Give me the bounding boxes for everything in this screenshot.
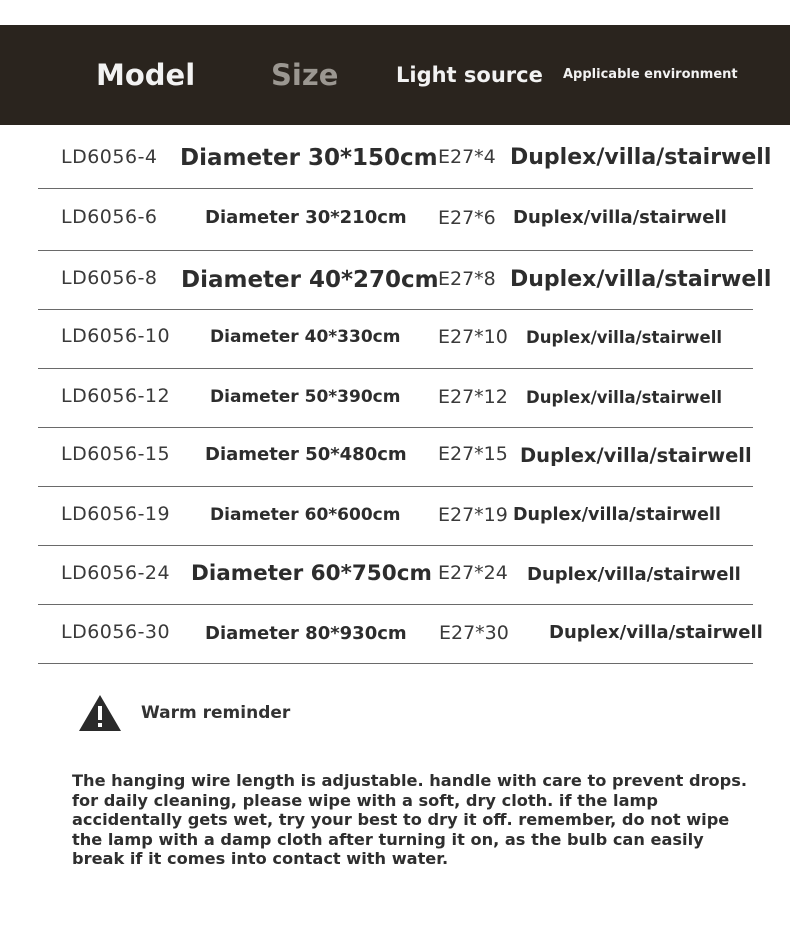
model-cell: LD6056-24	[61, 562, 171, 584]
row-divider	[38, 250, 753, 251]
header-environment: Applicable environment	[563, 67, 738, 82]
bulb-cell: E27*24	[438, 562, 508, 584]
row-divider	[38, 663, 753, 664]
row-divider	[38, 368, 753, 369]
model-cell: LD6056-15	[61, 443, 171, 465]
size-cell: Diameter 30*210cm	[205, 207, 407, 228]
row-divider	[38, 188, 753, 189]
environment-cell: Duplex/villa/stairwell	[526, 388, 723, 407]
warning-triangle-icon	[78, 694, 122, 732]
header-light-source: Light source	[396, 63, 543, 87]
size-cell: Diameter 60*750cm	[191, 561, 432, 586]
model-cell: LD6056-4	[61, 146, 158, 168]
care-notice: The hanging wire length is adjustable. handle with care to prevent drops. for daily cleaning, please wipe with a soft, dry cloth. if the lamp accidentally gets wet, try your best to dry it off. remember, do not wipe the lamp with a damp cloth after turning it on, as the bulb can easily break if it comes into contact with water.	[72, 771, 748, 869]
table-header	[0, 25, 790, 125]
size-cell: Diameter 80*930cm	[205, 623, 407, 644]
size-cell: Diameter 50*390cm	[210, 387, 401, 407]
bulb-cell: E27*6	[438, 207, 496, 229]
bulb-cell: E27*15	[438, 443, 508, 465]
bulb-cell: E27*12	[438, 386, 508, 408]
environment-cell: Duplex/villa/stairwell	[549, 622, 763, 643]
model-cell: LD6056-30	[61, 621, 171, 643]
size-cell: Diameter 40*330cm	[210, 327, 401, 347]
size-cell: Diameter 50*480cm	[205, 444, 407, 465]
bulb-cell: E27*8	[438, 268, 496, 290]
environment-cell: Duplex/villa/stairwell	[526, 328, 723, 347]
environment-cell: Duplex/villa/stairwell	[520, 444, 752, 467]
bulb-cell: E27*19	[438, 504, 508, 526]
environment-cell: Duplex/villa/stairwell	[510, 145, 772, 170]
size-cell: Diameter 30*150cm	[180, 145, 438, 171]
environment-cell: Duplex/villa/stairwell	[527, 564, 741, 585]
row-divider	[38, 486, 753, 487]
bulb-cell: E27*4	[438, 146, 496, 168]
row-divider	[38, 545, 753, 546]
warm-reminder-title: Warm reminder	[141, 703, 291, 723]
model-cell: LD6056-19	[61, 503, 171, 525]
bulb-cell: E27*10	[438, 326, 508, 348]
environment-cell: Duplex/villa/stairwell	[513, 207, 727, 228]
row-divider	[38, 309, 753, 310]
header-model: Model	[96, 58, 196, 92]
header-size: Size	[271, 58, 339, 92]
model-cell: LD6056-12	[61, 385, 171, 407]
environment-cell: Duplex/villa/stairwell	[510, 267, 772, 292]
model-cell: LD6056-10	[61, 325, 171, 347]
row-divider	[38, 427, 753, 428]
size-cell: Diameter 60*600cm	[210, 505, 401, 525]
model-cell: LD6056-6	[61, 206, 158, 228]
bulb-cell: E27*30	[439, 622, 509, 644]
environment-cell: Duplex/villa/stairwell	[513, 505, 721, 525]
model-cell: LD6056-8	[61, 267, 158, 289]
size-cell: Diameter 40*270cm	[181, 267, 439, 293]
row-divider	[38, 604, 753, 605]
